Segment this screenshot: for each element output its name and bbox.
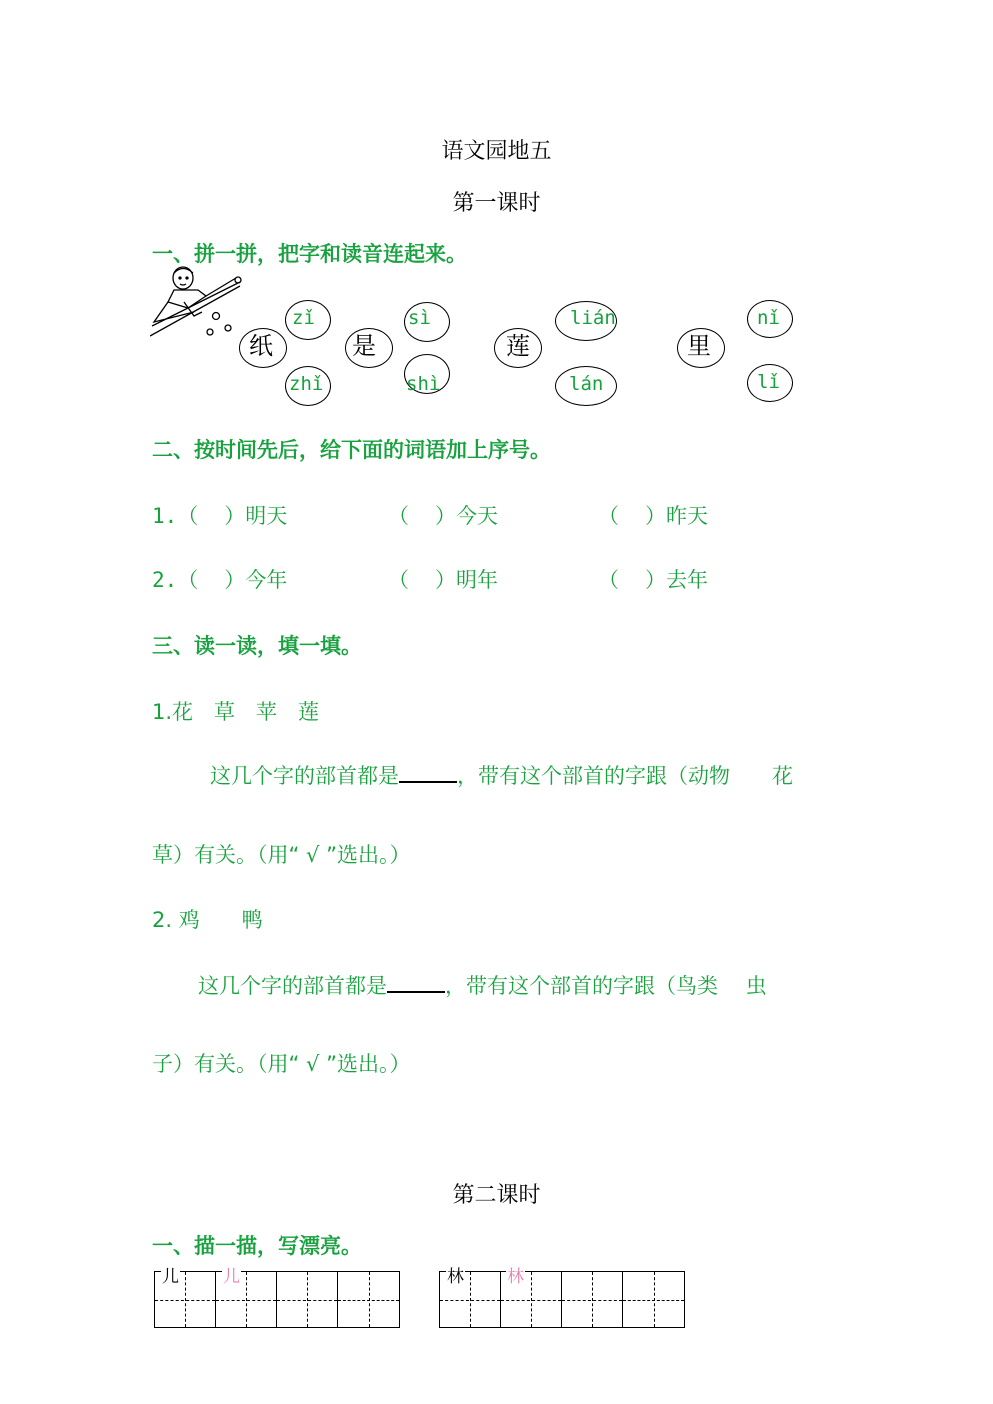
char-2: 是 [352, 332, 376, 360]
pinyin-top-4: nǐ [757, 307, 780, 329]
q1-sentence [210, 760, 793, 790]
pinyin-bottom-1: zhǐ [289, 373, 324, 395]
grid-1-trace-char: 儿 [222, 1262, 241, 1287]
paren-open: （ [177, 504, 199, 528]
word-2-1: 今年 [245, 568, 288, 592]
section-4-heading: 一、描一描，写漂亮。 [152, 1234, 362, 1258]
lesson-1-title: 第一课时 [452, 191, 541, 216]
grid-2-cell-4[interactable] [623, 1272, 684, 1327]
word-2-3: 去年 [666, 568, 708, 592]
char-3: 莲 [506, 332, 530, 360]
pinyin-bottom-4: lǐ [757, 371, 780, 393]
q1-blank[interactable] [399, 780, 457, 783]
grid-1-cell-4[interactable] [338, 1272, 399, 1327]
grid-2-model-char: 林 [446, 1262, 465, 1287]
paren-open: （ [177, 568, 199, 592]
order-row-2-item-2 [388, 564, 498, 594]
paren-open: （ [598, 568, 619, 592]
pinyin-top-1: zǐ [292, 307, 315, 329]
paren-close: ） [224, 568, 246, 592]
word-1-3: 昨天 [666, 504, 708, 528]
pinyin-top-3: lián [570, 307, 616, 329]
paren-close: ） [645, 504, 666, 528]
char-4: 里 [687, 332, 711, 360]
page-title: 语文园地五 [441, 139, 552, 164]
q2-characters: 2. 鸡 鸭 [152, 908, 263, 932]
q1-text-b: ，带有这个部首的字跟（动物 花 [457, 764, 793, 788]
paren-close: ） [435, 504, 456, 528]
writing-grid-2 [439, 1271, 685, 1328]
word-1-1: 明天 [245, 504, 288, 528]
grid-1-cell-3[interactable] [277, 1272, 338, 1327]
word-1-2: 今天 [456, 504, 498, 528]
row-1-number: 1. [152, 504, 178, 528]
order-row-1-item-2 [388, 500, 498, 530]
paren-close: ） [435, 568, 456, 592]
section-3-heading: 三、读一读，填一填。 [152, 634, 362, 658]
word-2-2: 明年 [456, 568, 498, 592]
section-1-heading: 一、拼一拼，把字和读音连起来。 [152, 242, 467, 266]
pinyin-bottom-2: shì [406, 373, 441, 395]
order-row-2 [152, 564, 287, 594]
paren-open: （ [388, 504, 409, 528]
pinyin-bottom-3: lán [569, 373, 604, 395]
q2-sentence [198, 970, 767, 1000]
paren-open: （ [598, 504, 619, 528]
grid-2-trace-char: 林 [506, 1262, 525, 1287]
q2-blank[interactable] [387, 990, 445, 993]
q2-text-a: 这几个字的部首都是 [198, 974, 387, 998]
order-row-1 [152, 500, 287, 530]
q1-text-a: 这几个字的部首都是 [210, 764, 399, 788]
paren-open: （ [388, 568, 409, 592]
writing-grid-1 [154, 1271, 400, 1328]
q1-characters: 1.花 草 苹 莲 [152, 700, 320, 724]
q2-sentence-end: 子）有关。（用“ √ ”选出。） [152, 1052, 411, 1076]
boy-playing-billiards-illustration [150, 264, 245, 344]
grid-1-model-char: 儿 [161, 1262, 180, 1287]
q1-sentence-end: 草）有关。（用“ √ ”选出。） [152, 843, 411, 867]
paren-close: ） [645, 568, 666, 592]
pinyin-top-2: sì [408, 307, 431, 329]
section-2-heading: 二、按时间先后，给下面的词语加上序号。 [152, 438, 551, 462]
row-2-number: 2. [152, 568, 178, 592]
char-1: 纸 [249, 332, 273, 360]
paren-close: ） [224, 504, 246, 528]
lesson-2-title: 第二课时 [452, 1183, 541, 1208]
order-row-1-item-3 [598, 500, 708, 530]
grid-2-cell-3[interactable] [562, 1272, 623, 1327]
q2-text-b: ，带有这个部首的字跟（鸟类 虫 [445, 974, 767, 998]
order-row-2-item-3 [598, 564, 708, 594]
